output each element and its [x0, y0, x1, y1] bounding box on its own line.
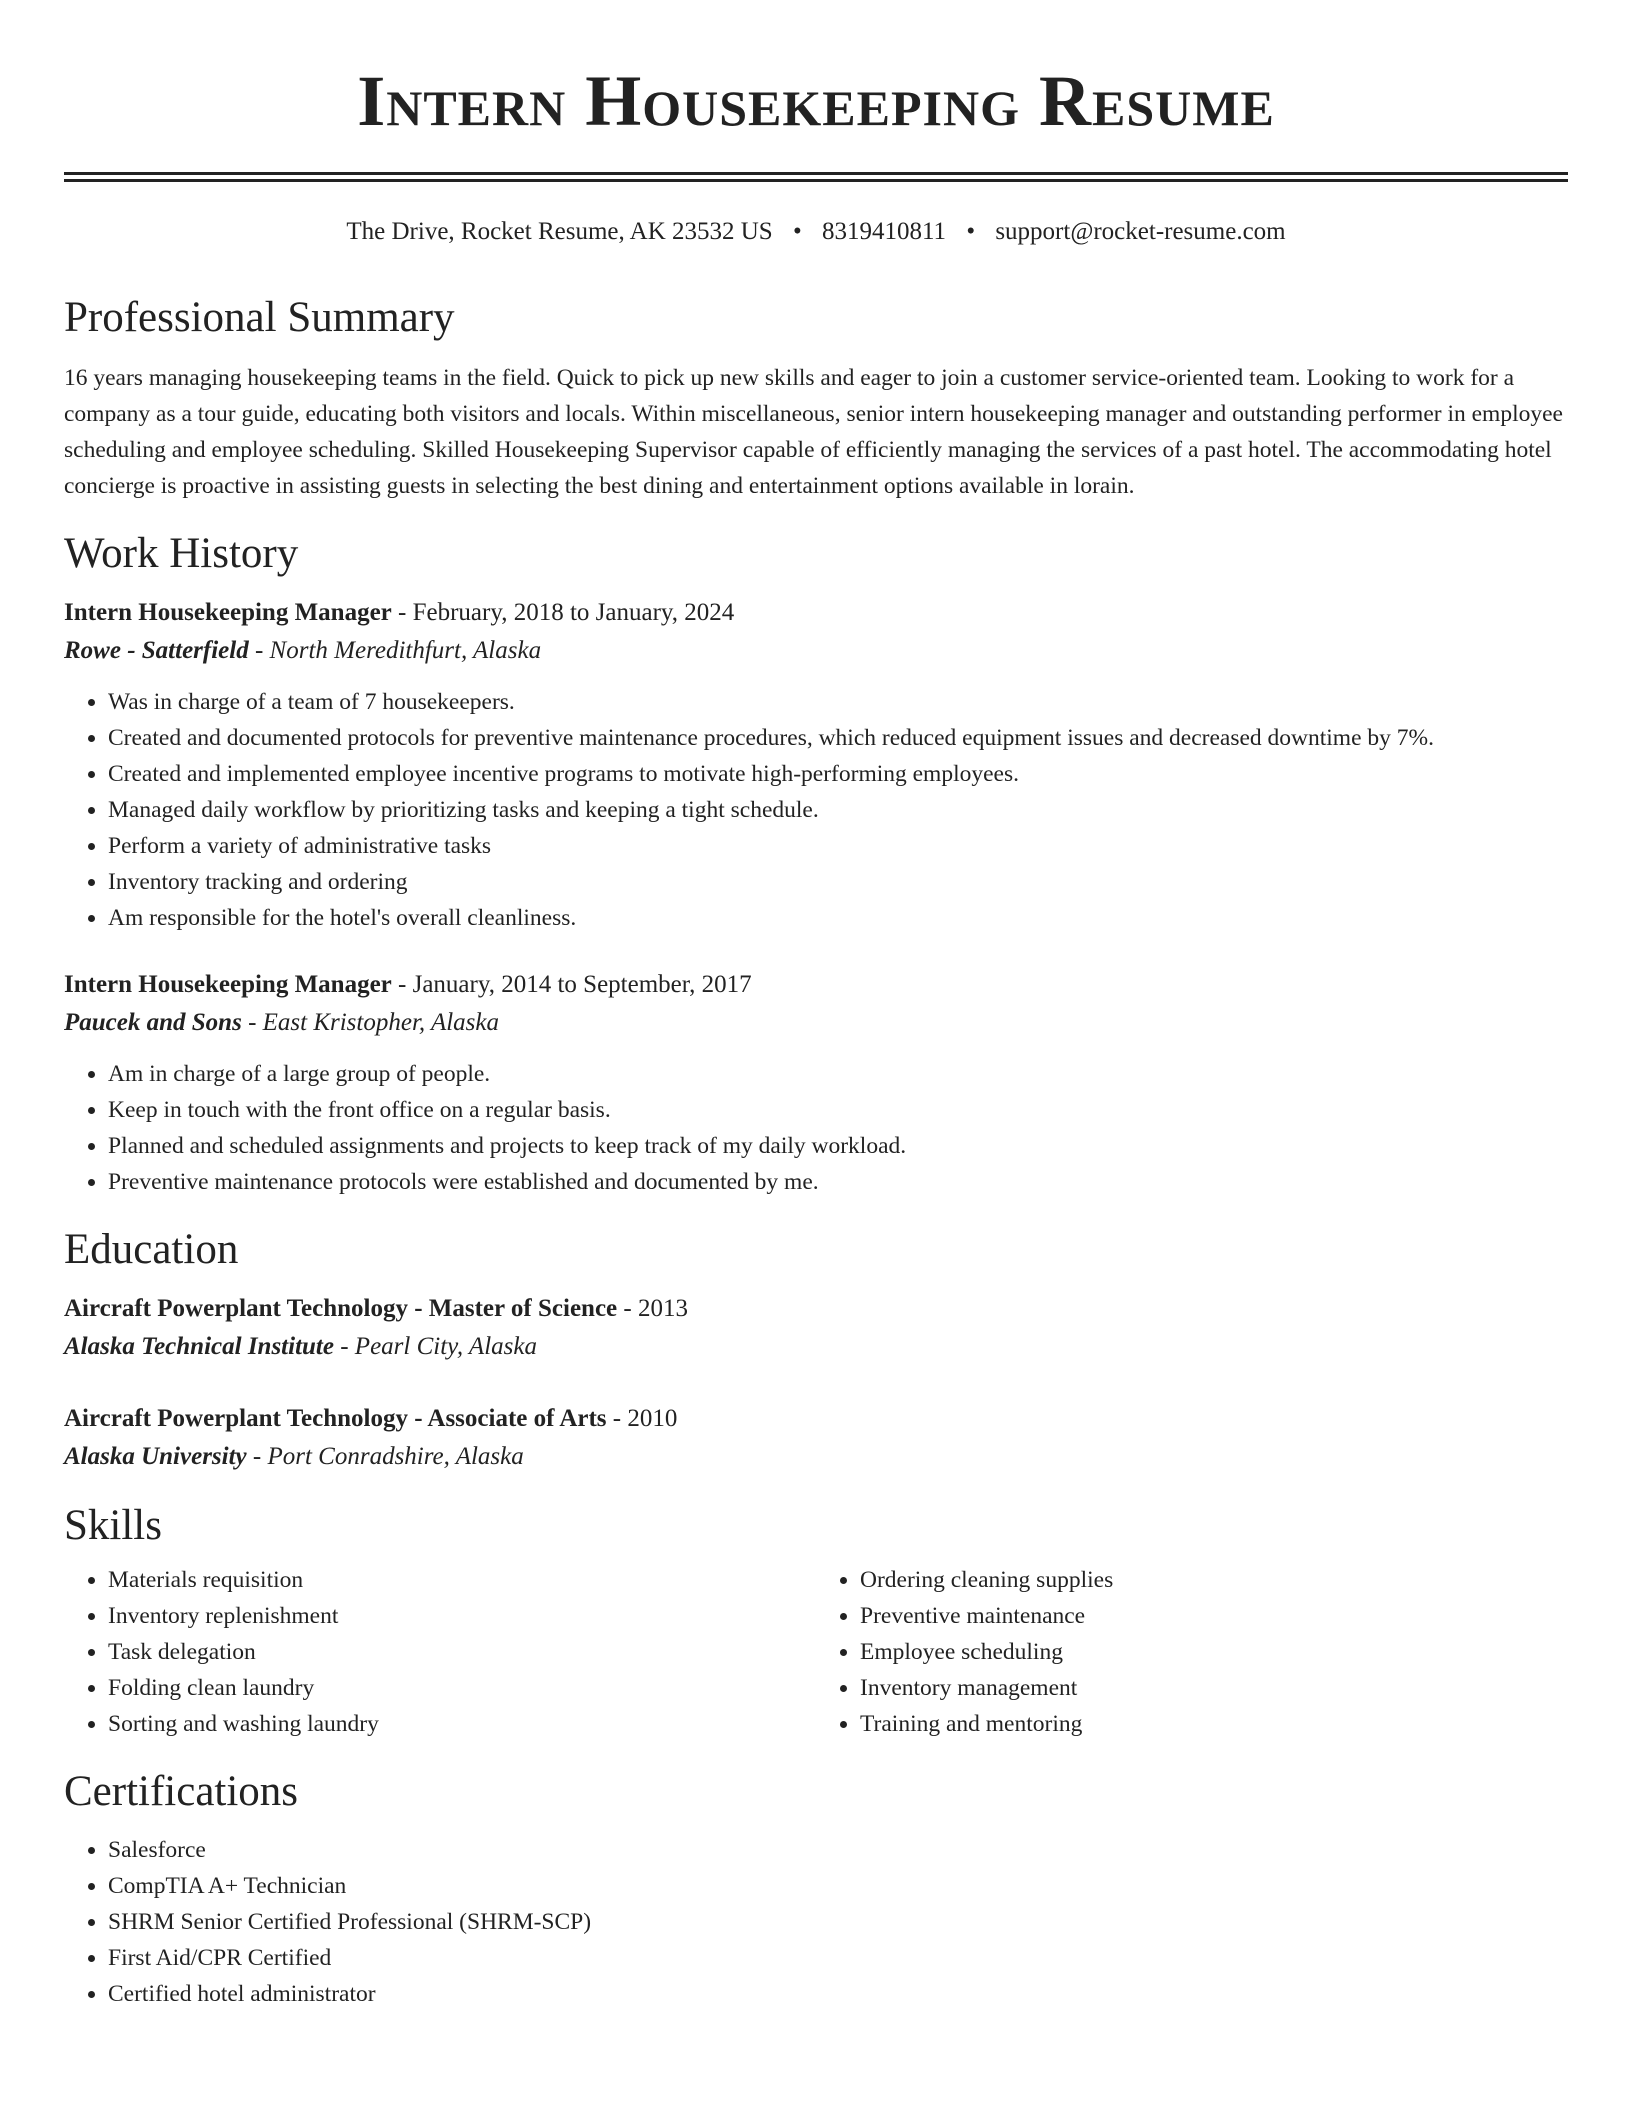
certifications-list: [64, 1832, 1568, 2012]
work-history-heading: Work History: [64, 530, 299, 577]
skills-list-left: [64, 1562, 816, 1742]
certifications-heading: Certifications: [64, 1768, 299, 1815]
education-degree-line: [64, 1400, 1568, 1438]
contact-phone: 8319410811: [821, 218, 947, 245]
summary-heading: Professional Summary: [64, 294, 455, 341]
job-bullet: • Am responsible for the hotel's overall cleanliness.: [108, 900, 1568, 936]
education-entry: [64, 1400, 1568, 1476]
education-degree: Aircraft Powerplant Technology - Master of Science: [64, 1295, 618, 1322]
job-bullet-list: [64, 1056, 1568, 1200]
education-school-line: [64, 1438, 1568, 1476]
job-company-line: [64, 632, 1568, 670]
certification-item: • CompTIA A+ Technician: [108, 1868, 1568, 1904]
education-degree: Aircraft Powerplant Technology - Associate of Arts: [64, 1405, 607, 1432]
job-bullet-list: [64, 684, 1568, 936]
certification-item: • Salesforce: [108, 1832, 1568, 1868]
job-bullet: • Planned and scheduled assignments and projects to keep track of my daily workload.: [108, 1128, 1568, 1164]
job-bullet: • Created and implemented employee incentive programs to motivate high-performing employees.: [108, 756, 1568, 792]
job-bullet: • Managed daily workflow by prioritizing tasks and keeping a tight schedule.: [108, 792, 1568, 828]
job-bullet: • Keep in touch with the front office on a regular basis.: [108, 1092, 1568, 1128]
education-school: Alaska Technical Institute: [64, 1333, 334, 1360]
title-double-rule: [64, 172, 1568, 182]
skill-item: • Materials requisition: [108, 1562, 816, 1598]
work-entry: [64, 594, 1568, 936]
job-title-line: [64, 594, 1568, 632]
skill-item: • Sorting and washing laundry: [108, 1706, 816, 1742]
job-company: Paucek and Sons: [64, 1009, 242, 1036]
skill-item: • Folding clean laundry: [108, 1670, 816, 1706]
contact-separator: •: [966, 218, 976, 245]
education-year: - 2010: [612, 1405, 678, 1432]
certification-item: • First Aid/CPR Certified: [108, 1940, 1568, 1976]
job-dates: - February, 2018 to January, 2024: [398, 599, 735, 626]
job-company: Rowe - Satterfield: [64, 637, 249, 664]
certification-item: • SHRM Senior Certified Professional (SHRM-SCP): [108, 1904, 1568, 1940]
skill-item: • Preventive maintenance: [860, 1598, 1568, 1634]
job-title: Intern Housekeeping Manager: [64, 599, 392, 626]
education-location: - Pearl City, Alaska: [340, 1333, 537, 1360]
contact-email: support@rocket-resume.com: [995, 218, 1286, 245]
education-school: Alaska University: [64, 1443, 247, 1470]
job-company-line: [64, 1004, 1568, 1042]
job-bullet: • Perform a variety of administrative tasks: [108, 828, 1568, 864]
job-bullet: • Preventive maintenance protocols were established and documented by me.: [108, 1164, 1568, 1200]
skill-item: • Inventory management: [860, 1670, 1568, 1706]
education-school-line: [64, 1328, 1568, 1366]
skill-item: • Ordering cleaning supplies: [860, 1562, 1568, 1598]
skill-item: • Inventory replenishment: [108, 1598, 816, 1634]
job-location: - East Kristopher, Alaska: [248, 1009, 500, 1036]
job-bullet: • Inventory tracking and ordering: [108, 864, 1568, 900]
education-location: - Port Conradshire, Alaska: [252, 1443, 524, 1470]
education-entry: [64, 1290, 1568, 1366]
job-bullet: • Created and documented protocols for preventive maintenance procedures, which reduced equipment issues and decreased downtime by 7%.: [108, 720, 1568, 756]
skill-item: • Task delegation: [108, 1634, 816, 1670]
summary-text: 16 years managing housekeeping teams in the field. Quick to pick up new skills and eager to join a customer service-oriented team. Looking to work for a company as a tour guide, educating both visitors and locals. Within miscellaneous, senior intern housekeeping manager and outstanding performer in employee scheduling and employee scheduling. Skilled Housekeeping Supervisor capable of efficiently managing the services of a past hotel. The accommodating hotel concierge is proactive in assisting guests in selecting the best dining and entertainment options available in lorain.: [64, 365, 1563, 499]
job-title-line: [64, 966, 1568, 1004]
skills-list-right: [816, 1562, 1568, 1742]
contact-line: [64, 216, 1568, 248]
work-entry: [64, 966, 1568, 1200]
job-title: Intern Housekeeping Manager: [64, 971, 392, 998]
education-degree-line: [64, 1290, 1568, 1328]
job-location: - North Meredithfurt, Alaska: [254, 637, 542, 664]
skill-item: • Training and mentoring: [860, 1706, 1568, 1742]
education-year: - 2013: [623, 1295, 688, 1322]
resume-title: Intern Housekeeping Resume: [357, 61, 1275, 141]
skill-item: • Employee scheduling: [860, 1634, 1568, 1670]
contact-address: The Drive, Rocket Resume, AK 23532 US: [346, 218, 773, 245]
job-bullet: • Was in charge of a team of 7 housekeepers.: [108, 684, 1568, 720]
education-heading: Education: [64, 1226, 239, 1273]
job-dates: - January, 2014 to September, 2017: [398, 971, 752, 998]
certification-item: • Certified hotel administrator: [108, 1976, 1568, 2012]
job-bullet: • Am in charge of a large group of people.: [108, 1056, 1568, 1092]
skills-grid: [64, 1562, 1568, 1742]
skills-heading: Skills: [64, 1502, 162, 1549]
contact-separator: •: [792, 218, 802, 245]
